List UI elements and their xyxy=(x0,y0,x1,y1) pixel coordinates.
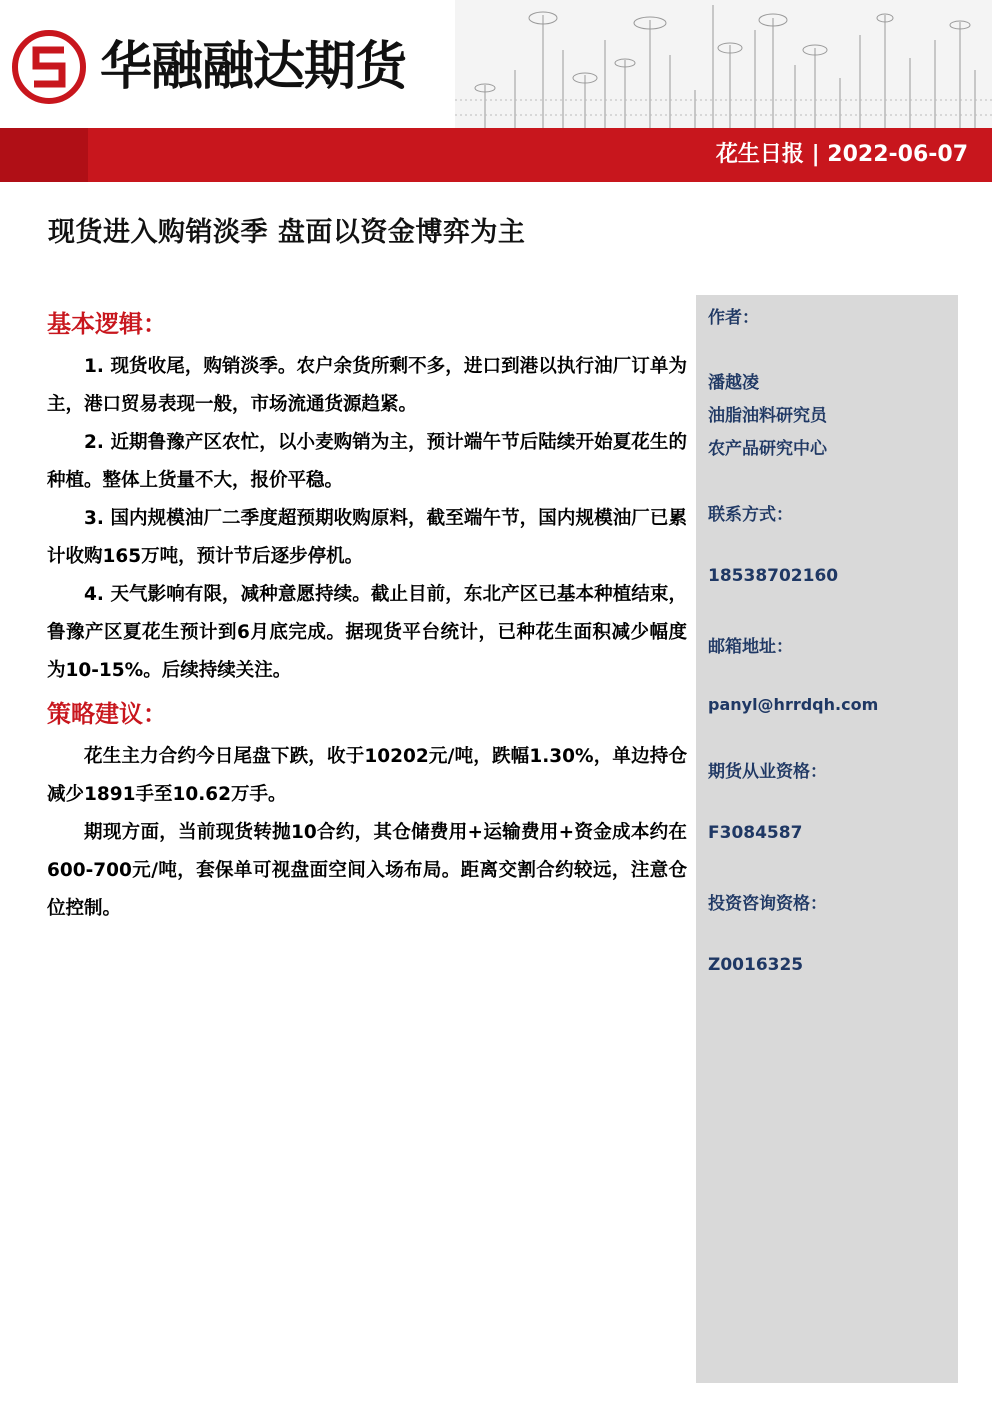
section-heading-logic: 基本逻辑： xyxy=(47,310,167,338)
consult-cert-number: Z0016325 xyxy=(708,955,804,975)
author-title: 油脂油料研究员 xyxy=(708,406,827,426)
author-name: 潘越凌 xyxy=(708,373,759,393)
header-pattern-graphic xyxy=(455,0,992,128)
strategy-paragraph: 花生主力合约今日尾盘下跌，收于10202元/吨，跌幅1.30%，单边持仓减少1891手至10.62万手。 xyxy=(47,746,687,805)
logic-paragraph: 3. 国内规模油厂二季度超预期收购原料，截至端午节，国内规模油厂已累计收购165万吨，预计节后逐步停机。 xyxy=(47,508,687,567)
contact-phone: 18538702160 xyxy=(708,566,839,586)
consult-cert-label: 投资咨询资格： xyxy=(708,894,827,914)
email-address[interactable]: panyl@hrrdqh.com xyxy=(708,695,879,714)
logic-paragraph: 4. 天气影响有限，减种意愿持续。截止目前，东北产区已基本种植结束，鲁豫产区夏花生预计到6月底完成。据现货平台统计，已种花生面积减少幅度为10-15%。后续持续关注。 xyxy=(47,584,687,681)
author-label: 作者： xyxy=(708,308,759,328)
company-name: 华融融达期货 xyxy=(100,37,407,97)
banner-accent xyxy=(0,128,88,182)
company-logo xyxy=(12,30,86,104)
author-department: 农产品研究中心 xyxy=(708,439,827,459)
email-label: 邮箱地址： xyxy=(708,637,793,657)
strategy-paragraph: 期现方面，当前现货转抛10合约，其仓储费用+运输费用+资金成本约在600-700元/吨，套保单可视盘面空间入场布局。距离交割合约较远，注意仓位控制。 xyxy=(47,822,687,919)
author-sidebar xyxy=(696,295,958,1383)
main-content xyxy=(47,300,687,928)
section-heading-strategy: 策略建议： xyxy=(47,700,167,728)
futures-cert-number: F3084587 xyxy=(708,823,803,843)
report-type-date: 花生日报 | 2022-06-07 xyxy=(715,142,968,167)
logic-paragraph: 2. 近期鲁豫产区农忙，以小麦购销为主，预计端午节后陆续开始夏花生的种植。整体上货量不大，报价平稳。 xyxy=(47,432,687,491)
logic-paragraph: 1. 现货收尾，购销淡季。农户余货所剩不多，进口到港以执行油厂订单为主，港口贸易表现一般，市场流通货源趋紧。 xyxy=(47,356,687,415)
futures-cert-label: 期货从业资格： xyxy=(708,762,827,782)
contact-label: 联系方式： xyxy=(708,505,793,525)
report-banner xyxy=(0,128,992,182)
report-headline: 现货进入购销淡季 盘面以资金博弈为主 xyxy=(48,217,526,248)
header-decoration xyxy=(455,0,992,128)
